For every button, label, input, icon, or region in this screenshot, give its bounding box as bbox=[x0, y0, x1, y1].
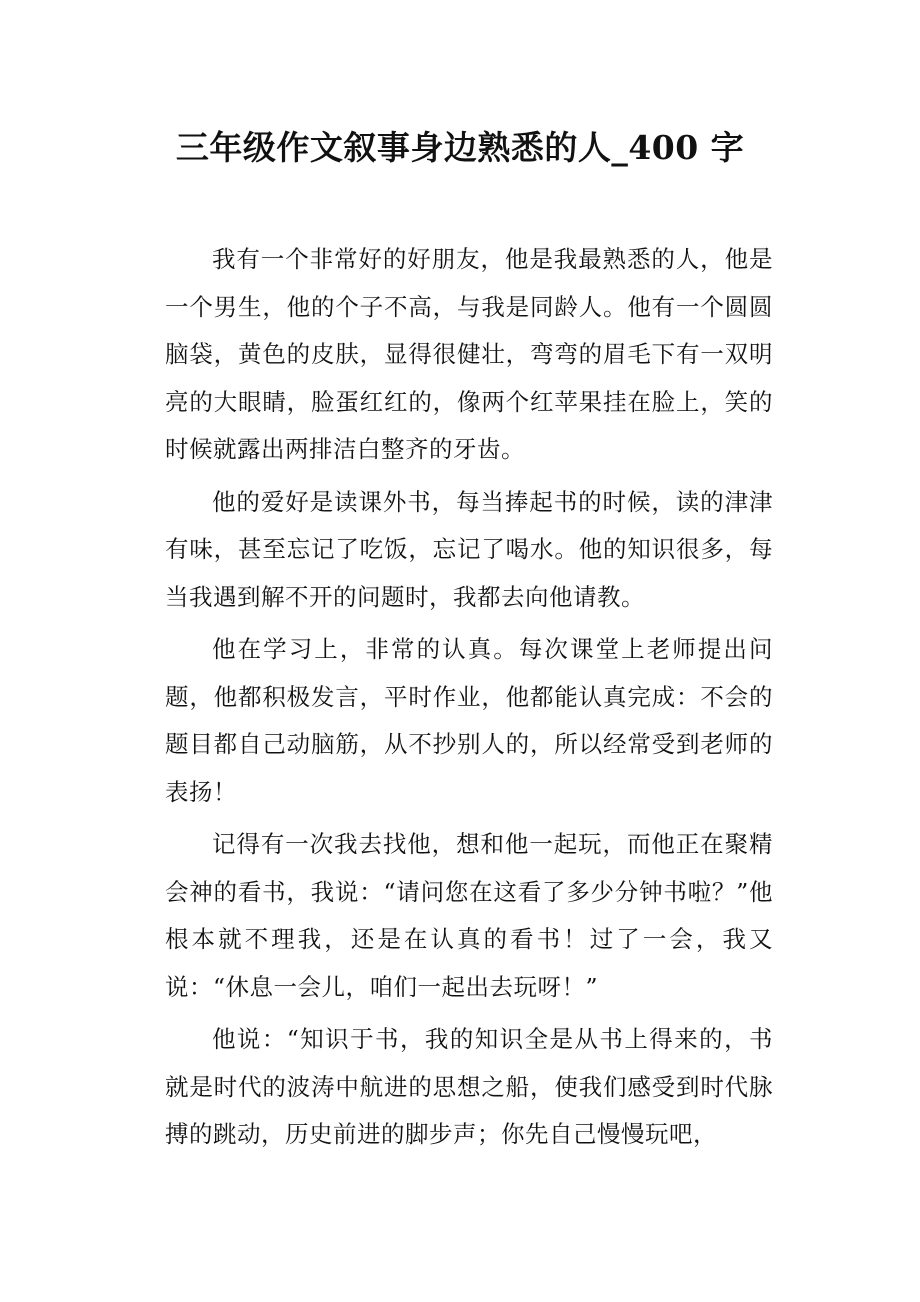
paragraph: 他说：“知识于书，我的知识全是从书上得来的，书就是时代的波涛中航进的思想之船，使我们感受到时代脉搏的跳动，历史前进的脚步声；你先自己慢慢玩吧， bbox=[165, 1025, 773, 1148]
paragraph: 他在学习上，非常的认真。每次课堂上老师提出问题，他都积极发言，平时作业，他都能认真完成：不会的题目都自己动脑筋，从不抄别人的，所以经常受到老师的表扬！ bbox=[165, 635, 773, 806]
paragraph: 我有一个非常好的好朋友，他是我最熟悉的人，他是一个男生，他的个子不高，与我是同龄人。他有一个圆圆脑袋，黄色的皮肤，显得很健壮，弯弯的眉毛下有一双明亮的大眼睛，脸蛋红红的，像两个红苹果挂在脸上，笑的时候就露出两排洁白整齐的牙齿。 bbox=[165, 245, 773, 463]
document-body bbox=[165, 236, 773, 1164]
document-title: 三年级作文叙事身边熟悉的人_400 字 bbox=[175, 128, 745, 167]
paragraph: 他的爱好是读课外书，每当捧起书的时候，读的津津有味，甚至忘记了吃饭，忘记了喝水。他的知识很多，每当我遇到解不开的问题时，我都去向他请教。 bbox=[165, 487, 773, 611]
paragraph: 记得有一次我去找他，想和他一起玩，而他正在聚精会神的看书，我说：“请问您在这看了多少分钟书啦？”他根本就不理我，还是在认真的看书！过了一会，我又说：“休息一会儿，咱们一起出去玩呀！” bbox=[165, 830, 773, 1001]
